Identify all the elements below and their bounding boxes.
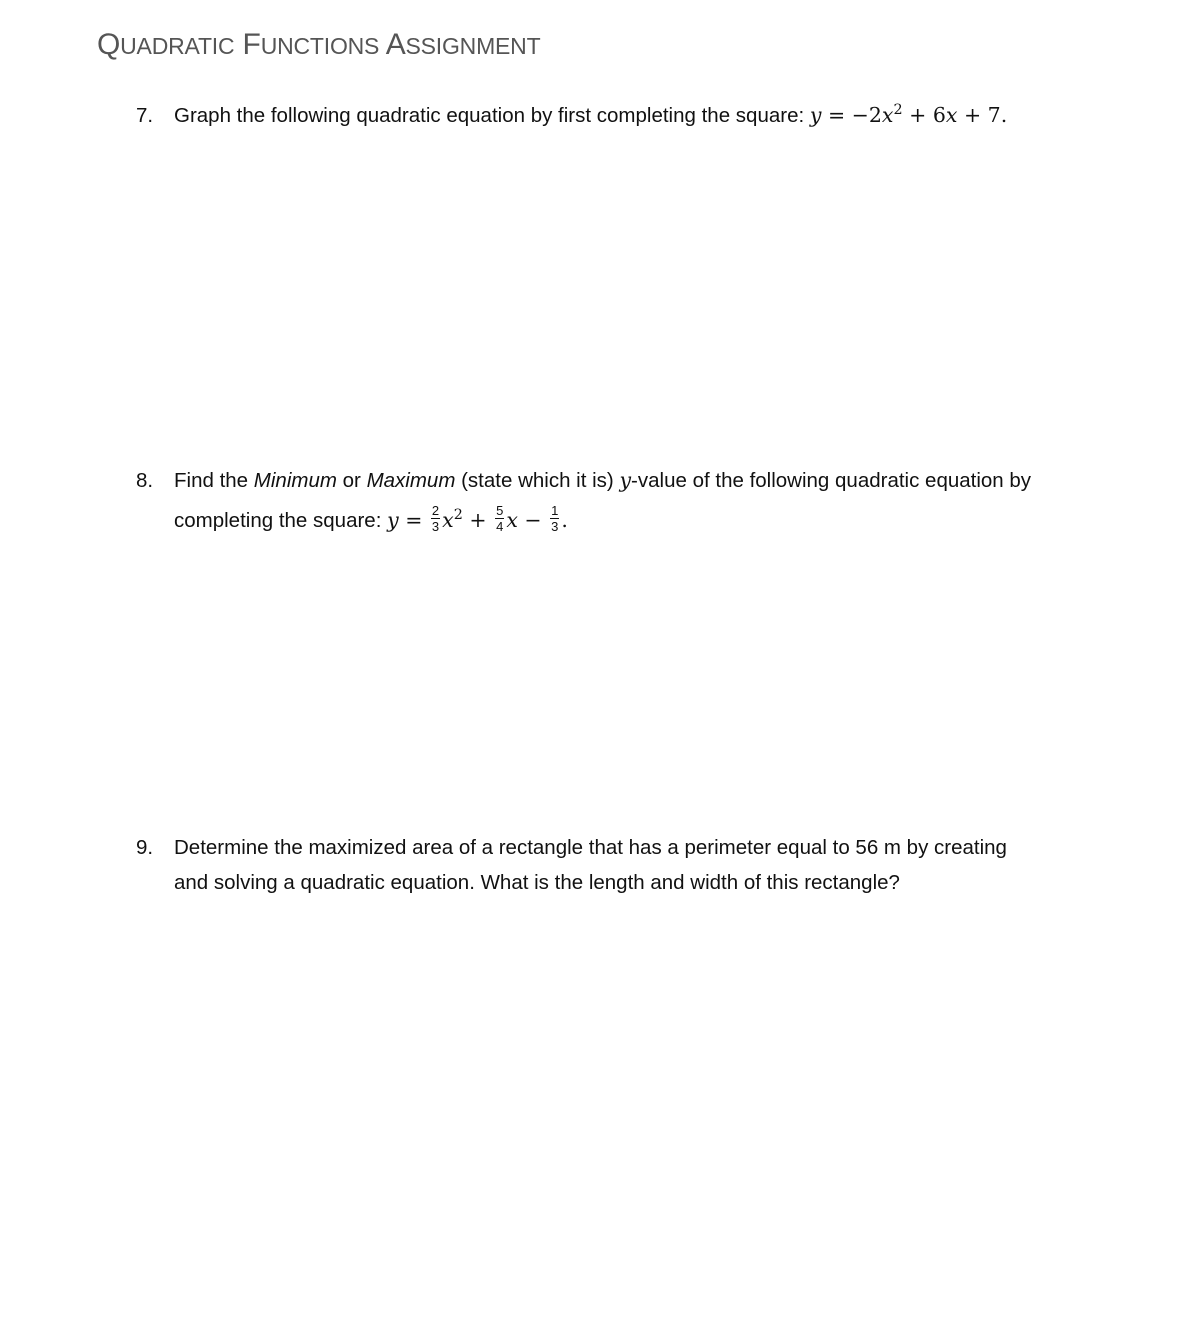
question-text-line-1: Determine the maximized area of a rectangle that has a perimeter equal to 56 m by creating (174, 836, 1007, 859)
question-number: 7. (136, 104, 154, 127)
question-text-line-2: and solving a quadratic equation. What is the length and width of this rectangle? (174, 871, 900, 894)
question-number: 8. (136, 469, 154, 492)
fraction: $\frac{2}{3}$ (431, 503, 440, 535)
question-text-line-1: Find the Minimum or Maximum (state which it is) y-value of the following quadratic equation by (174, 468, 1032, 492)
question-text-line-2: completing the square: y = $\frac{2}{3}$ $x^2$ + $\frac{5}{4}$ x − $\frac{1}{3}$ . (174, 503, 568, 535)
page-title: QUADRATIC FUNCTIONS ASSIGNMENT (97, 28, 541, 61)
question-text: Graph the following quadratic equation by first completing the square: $y = -2x^2 + 6x + 7$. (174, 102, 1008, 127)
fraction: $\frac{1}{3}$ (551, 503, 559, 535)
question-number: 9. (136, 836, 154, 859)
fraction: $\frac{5}{4}$ (496, 503, 504, 535)
